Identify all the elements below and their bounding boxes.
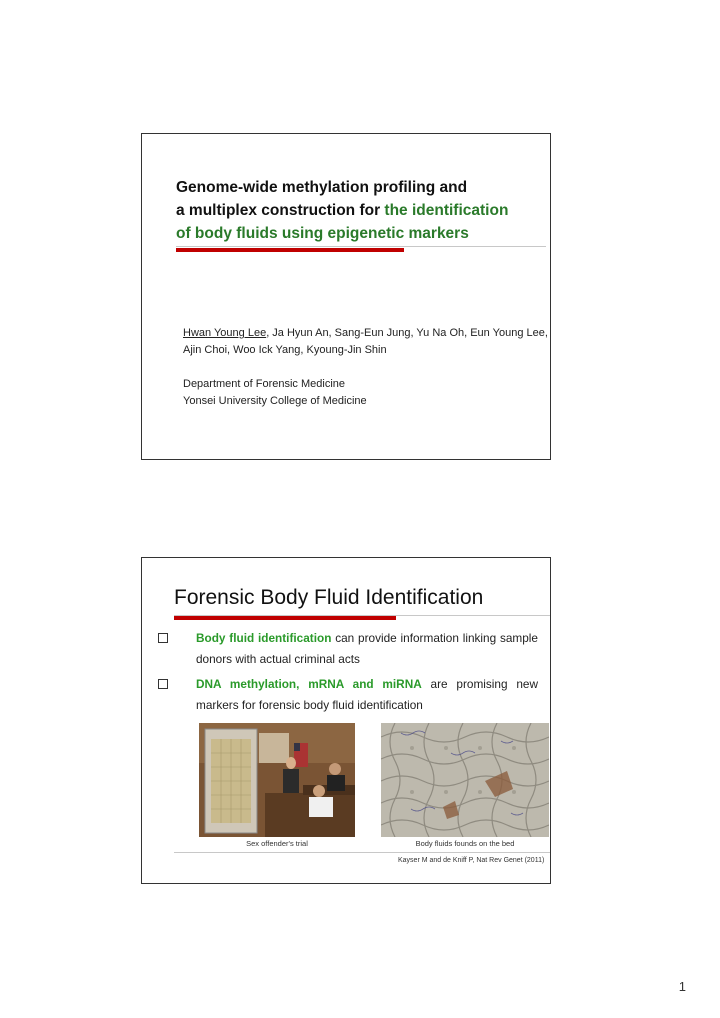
reference: Kayser M and de Kniff P, Nat Rev Genet (2011) (398, 857, 545, 864)
affiliation (183, 376, 367, 410)
title-line-2 (176, 199, 556, 222)
checkbox-bullet-icon (158, 679, 168, 689)
bullet-2 (158, 674, 538, 716)
bullet-2-text: are promising new markers for forensic body fluid identification (196, 677, 538, 712)
slide-1-title (176, 176, 556, 245)
mattress-photo (381, 723, 549, 837)
slide-1 (141, 133, 551, 460)
caption-left: Sex offender's trial (246, 839, 308, 848)
bullet-2-highlight: DNA methylation, mRNA and miRNA (196, 677, 422, 691)
title-line-2-green: the identification (384, 202, 509, 219)
caption-right: Body fluids founds on the bed (415, 839, 515, 848)
bullet-1 (158, 628, 538, 670)
slide-2 (141, 557, 551, 884)
affiliation-university: Yonsei University College of Medicine (183, 395, 367, 407)
slide-2-rule-red (174, 616, 396, 620)
checkbox-bullet-icon (158, 633, 168, 643)
title-line-1: Genome-wide methylation profiling and (176, 179, 468, 196)
slide-2-title: Forensic Body Fluid Identification (174, 586, 484, 609)
title-line-3: of body fluids using epigenetic markers (176, 225, 469, 242)
first-author: Hwan Young Lee (183, 327, 267, 339)
title-rule-gray (176, 246, 546, 247)
title-line-2-plain: a multiplex construction for (176, 202, 385, 219)
reference-rule (174, 852, 550, 853)
mattress-illustration (381, 723, 549, 837)
author-list (183, 325, 555, 359)
courtroom-photo (199, 723, 355, 837)
bullet-1-highlight: Body fluid identification (196, 631, 332, 645)
title-rule-red (176, 248, 404, 252)
affiliation-department: Department of Forensic Medicine (183, 378, 346, 390)
bullet-1-text: can provide information linking sample donors with actual criminal acts (196, 631, 538, 666)
page-number: 1 (678, 979, 686, 994)
other-authors: , Ja Hyun An, Sang-Eun Jung, Yu Na Oh, Eun Young Lee, Ajin Choi, Woo Ick Yang, Kyoung-Jin Shin (183, 327, 548, 356)
courtroom-illustration (199, 723, 355, 837)
